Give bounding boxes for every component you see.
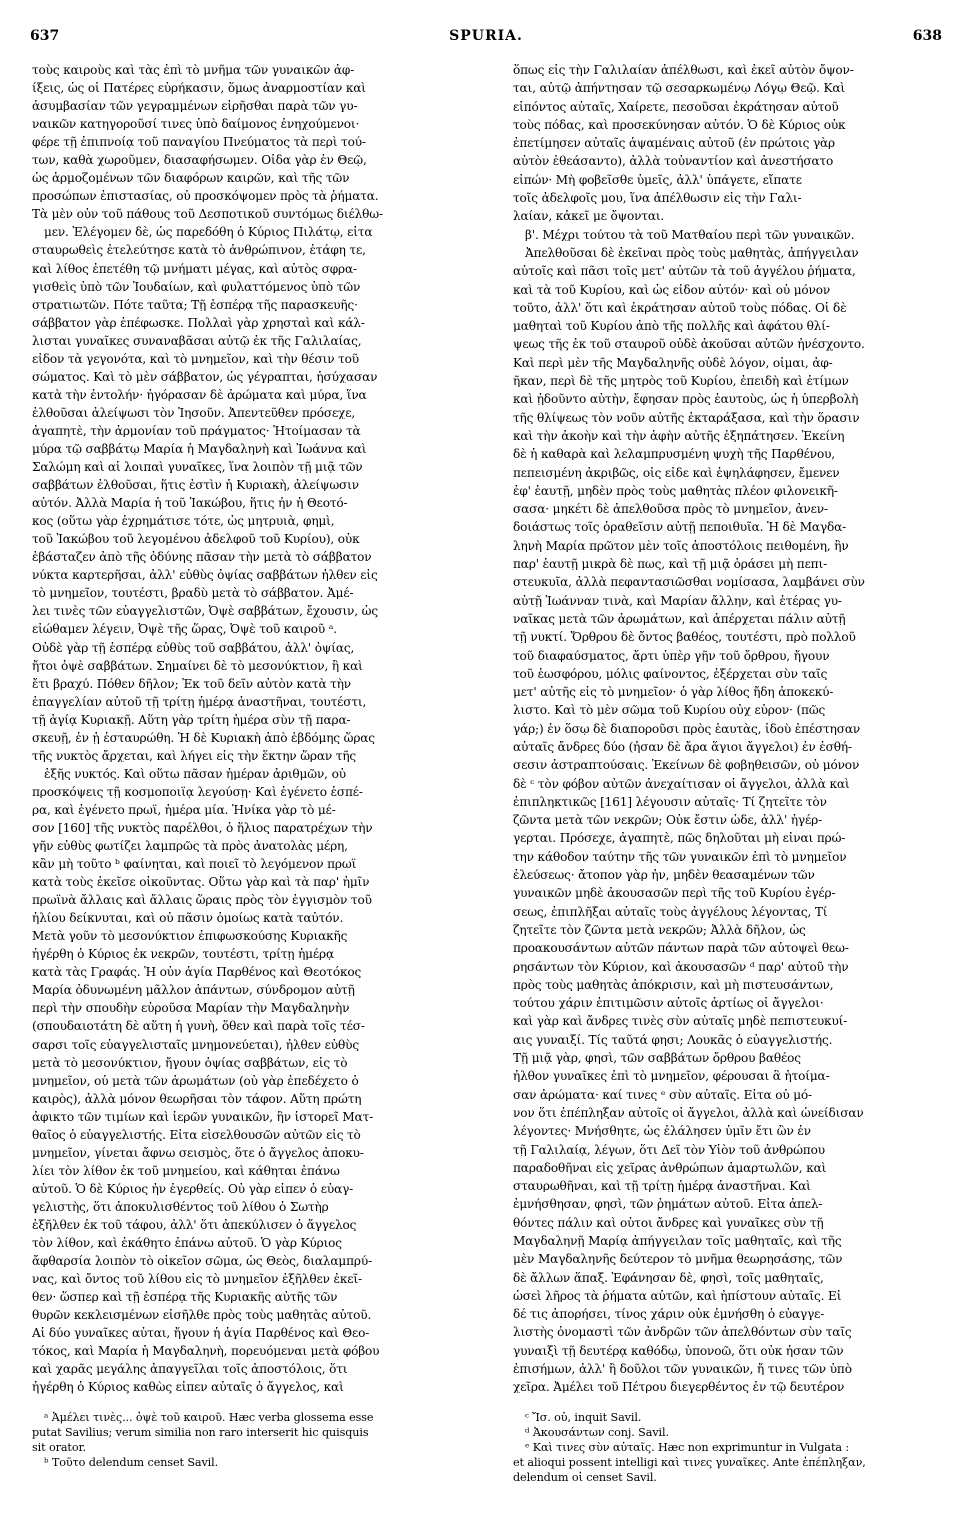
text-line: αὐτὸν ἐθεάσαντο), ἀλλὰ τοὐναντίον καὶ ἀνεστήσατο <box>513 155 834 168</box>
text-line: ἀγαπητὲ, τὴν ἁρμονίαν τοῦ πράγματος· Ἡτοίμασαν τὰ <box>32 424 361 438</box>
text-line: πρωϊνὰ ἄλλαις καὶ ἄλλαις ὥραις πρὸς τὸν ἐγγισμὸν τοῦ <box>32 894 372 907</box>
text-line: σαββάτων ἐλθοῦσαι, ἥτις ἐστὶν ἡ Κυριακὴ, ἀλείψωσιν <box>32 479 359 492</box>
text-line: νύκτα καρτερῆσαι, ἀλλ' εὐθὺς ὀψίας σαββάτων ἦλθεν εἰς <box>32 569 378 582</box>
text-line: μετὰ τὸ μεσονύκτιον, ἤγουν ὀψίας σαββάτων, εἰς τὸ <box>32 1056 348 1069</box>
text-line: ἐλεύσεως· ἄτοπον γὰρ ἦν, μηδὲν θεασαμένων τῶν <box>513 869 815 882</box>
text-line: γισθεὶς ὑπὸ τῶν Ἰουδαίων, καὶ φυλαττόμενος ὑπὸ τῶν <box>32 280 361 293</box>
text-line: ὡς ἁρμοζομένων τῶν διαφόρων καιρῶν, καὶ τῆς τῶν <box>32 172 350 185</box>
text-line: ἐμνήσθησαν, φησὶ, τῶν ῥημάτων αὐτοῦ. Εἶτα ἀπελ- <box>513 1198 823 1211</box>
text-line: πεπεισμένη ἀκριβῶς, οἷς εἶδε καὶ ἐψηλάφησεν, ἔμενεν <box>513 466 840 479</box>
text-line: λει τινὲς τῶν εὐαγγελιστῶν, Ὀψὲ σαββάτων, ἔχουσιν, ὡς <box>32 605 378 618</box>
text-line: θαῖος ὁ εὐαγγελιστής. Εἶτα εἰσελθουσῶν αὐτῶν εἰς τὸ <box>32 1128 361 1141</box>
text-line: τοῦ Ἰακώβου τοῦ λεγομένου ἀδελφοῦ τοῦ Κυρίου), οὐκ <box>32 533 360 546</box>
text-line: εἰπόντος αὐταῖς, Χαίρετε, πεσοῦσαι ἐκράτησαν αὐτοῦ <box>513 100 839 113</box>
text-line: καὶ γὰρ καὶ ἄνδρες τινὲς σὺν αὐταῖς μηδὲ πεπιστευκυί- <box>513 1015 848 1028</box>
text-line: ἀσυμβασίαν τῶν γεγραμμένων εἰρῆσθαι παρὰ τῶν γυ- <box>32 100 358 113</box>
text-line: δοιάστως τοῖς ὁραθεῖσιν αὐτῇ πεποιθυῖα. Ἡ δὲ Μαγδα- <box>513 521 847 534</box>
text-line: ληνὴ Μαρία πρῶτον μὲν τοῖς ἀποστόλοις πειθομένη, ἣν <box>513 539 849 552</box>
text-line: κατὰ τὴν ἐντολήν· ἠγόρασαν δὲ ἀρώματα καὶ μύρα, ἵνα <box>32 388 367 401</box>
text-line: Τὰ μὲν οὖν τοῦ πάθους τοῦ Δεσποτικοῦ συντόμως διέλθω- <box>32 208 383 221</box>
text-line: μνημεῖον, οὐ μετὰ τῶν ἀρωμάτων (οὐ γὰρ ἐπεδέχετο ὁ <box>32 1074 359 1087</box>
text-line: νον ὅτι ἐπέπληξαν αὐτοῖς οἱ ἄγγελοι, ἀλλὰ καὶ ὠνείδισαν <box>513 1106 864 1120</box>
text-line: καὶ λίθος ἐπετέθη τῷ μνήματι μέγας, καὶ αὐτὸς σφρα- <box>32 262 357 275</box>
text-line: ρα, καὶ ἐγένετο πρωΐ, ἡμέρα μία. Ἡνίκα γὰρ τὸ μέ- <box>32 803 336 817</box>
text-line: λιστὴς ὀνομαστὶ τῶν ἀνδρῶν τῶν ἀπελθόντων σὺν ταῖς <box>513 1326 852 1339</box>
text-line: τοὺς καιροὺς καὶ τὰς ἐπὶ τὸ μνῆμα τῶν γυναικῶν ἀφ- <box>32 64 355 77</box>
text-line: ζῶντα μετὰ τῶν νεκρῶν; Οὐκ ἔστιν ὧδε, ἀλλ' ἠγέρ- <box>513 814 823 827</box>
footnote-line: ᵈ Ἀκουσάντων conj. Savil. <box>525 1426 669 1439</box>
text-line: σασα· μηκέτι δὲ ἀπελθοῦσα πρὸς τὸ μνημεῖον, ἀνεν- <box>513 503 828 516</box>
text-line: ἑξῆς νυκτός. Καὶ οὕτω πᾶσαν ἡμέραν ἀριθμῶν, οὐ <box>44 767 346 780</box>
text-line: μαθηταὶ τοῦ Κυρίου ἀπὸ τῆς πολλῆς καὶ ἀφάτου θλί- <box>513 320 830 333</box>
text-line: αὐτόν. Ἀλλὰ Μαρία ἡ τοῦ Ἰακώβου, ἥτις ἦν ἡ Θεοτό- <box>32 497 348 510</box>
text-line: σαρσι τοῖς εὐαγγελισταῖς μνημονεύεται), ἦλθεν εὐθὺς <box>32 1038 359 1051</box>
text-line: σαν ἀρώματα· καί τινες ᵉ σὺν αὐταῖς. Εἶτα οὐ μό- <box>513 1088 812 1101</box>
text-line: την κάθοδον ταύτην τῆς τῶν γυναικῶν ἐπὶ τὸ μνημεῖον <box>513 850 847 863</box>
text-line: στρατιωτῶν. Πότε ταῦτα; Τῇ ἑσπέρᾳ τῆς παρασκευῆς· <box>32 298 358 311</box>
text-line: ρησάντων τὸν Κύριον, καὶ ἀκουσασῶν ᵈ παρ' αὐτοῦ τὴν <box>513 960 849 973</box>
text-line: τὸν λίθον, καὶ ἐκάθητο ἐπάνω αὐτοῦ. Ὁ γὰρ Κύριος <box>32 1237 342 1250</box>
text-line: Ἀπελθοῦσαι δὲ ἐκεῖναι πρὸς τοὺς μαθητὰς, ἀπήγγειλαν <box>525 246 859 260</box>
text-line: μετ' αὐτῆς εἰς τὸ μνημεῖον· ὁ γὰρ λίθος ἤδη ἀποκεκύ- <box>513 686 834 699</box>
text-line: τῆς θλίψεως τὸν νοῦν αὐτῆς ἐκταράξασα, καὶ τὴν ὅρασιν <box>513 411 860 424</box>
footnote-line: sit orator. <box>32 1441 86 1454</box>
right-page-number: 638 <box>912 28 942 44</box>
text-line: αὐταῖς ἄνδρες δύο (ἦσαν δὲ ἄρα ἅγιοι ἄγγελοι) ἐν ἐσθή- <box>513 740 852 754</box>
footnote-line: ᵇ Τοῦτο delendum censet Savil. <box>44 1456 219 1469</box>
text-line: εἰπών· Μὴ φοβεῖσθε ὑμεῖς, ἀλλ' ὑπάγετε, εἴπατε <box>513 173 802 186</box>
text-line: ἠγέρθη ὁ Κύριος ἐκ νεκρῶν, τουτέστι, τρίτῃ ἡμέρᾳ <box>32 948 334 961</box>
text-line: εἶδον τὰ γεγονότα, καὶ τὸ μνημεῖον, καὶ τὴν θέσιν τοῦ <box>32 352 359 365</box>
footnote-line: putat Savilius; verum similia non raro interserit hic quisquis <box>32 1426 369 1439</box>
text-line: στευκυῖα, ἀλλὰ πεφαντασιῶσθαι νομίσασα, λαμβάνει σὺν <box>513 576 865 589</box>
text-line: σεσιν ἀστραπτούσαις. Ἐκείνων δὲ φοβηθεισῶν, οὐ μόνον <box>513 759 860 772</box>
text-line: ῆκαν, περὶ δὲ τῆς μητρὸς τοῦ Κυρίου, ἐπειδὴ καὶ ἐτίμων <box>513 375 849 388</box>
text-line: γερται. Πρόσεχε, ἀγαπητὲ, πῶς δηλοῦται μὴ εἶναι πρώ- <box>513 832 846 845</box>
text-line: θεν· ὥσπερ καὶ τῇ ἑσπέρᾳ τῆς Κυριακῆς αὐτῆς τῶν <box>32 1291 338 1304</box>
text-line: μὲν Μαγδαληνῆς δεύτερον τὸ μνῆμα θεωρησάσης, τῶν <box>513 1253 843 1266</box>
text-line: τοὺς πόδας, καὶ προσεκύνησαν αὐτόν. Ὁ δὲ Κύριος οὐκ <box>513 118 846 131</box>
text-line: τῇ νυκτί. Ὄρθρου δὲ ὄντος βαθέος, τουτέστι, πρὸ πολλοῦ <box>513 631 856 644</box>
text-line: περὶ τὴν σπουδὴν εὑροῦσα Μαρίαν τὴν Μαγδαληνὴν <box>32 1002 350 1015</box>
text-line: δὲ ᶜ τὸν φόβον αὐτῶν ἀνεχαίτισαν οἱ ἄγγελοι, ἀλλὰ καὶ <box>513 777 850 790</box>
text-line: γυναιξὶ τῇ δευτέρᾳ καθόδῳ, ὑπονοῶ, ὅτι οὐκ ἦσαν τῶν <box>513 1344 844 1357</box>
text-line: γελιστὴς, ὅτι ἀποκυλισθέντος τοῦ λίθου ὁ Σωτὴρ <box>32 1200 329 1214</box>
text-line: ψεως τῆς ἐκ τοῦ σταυροῦ οὐδὲ ἀκοῦσαι αὐτῶν ἠνέσχοντο. <box>513 338 865 351</box>
text-line: ἐβάσταζεν ἀπὸ τῆς ὀδύνης πᾶσαν τὴν μετὰ τὸ σάββατον <box>32 551 372 564</box>
text-line: παραδοθῆναι εἰς χεῖρας ἀνθρώπων ἁμαρτωλῶν, καὶ <box>513 1161 827 1174</box>
text-line: τῇ ἁγίᾳ Κυριακῇ. Αὕτη γὰρ τρίτη ἡμέρα σὺν τῇ παρα- <box>32 713 351 726</box>
text-line: ἐπαγγελίαν αὐτοῦ τῇ τρίτῃ ἡμέρᾳ ἀναστῆναι, τουτέστι, <box>32 695 367 708</box>
text-line: λισται γυναῖκες συναναβᾶσαι αὐτῷ ἐκ τῆς Γαλιλαίας, <box>32 334 362 347</box>
text-line: ἤτοι ὀψὲ σαββάτων. Σημαίνει δὲ τὸ μεσονύκτιον, ἢ καὶ <box>32 659 363 672</box>
left-column <box>32 64 464 1394</box>
running-title: SPURIA. <box>449 28 523 44</box>
footnote-line: ᵃ Ἀμέλει τινὲς... ὀψὲ τοῦ καιροῦ. Hæc verba glossema esse <box>44 1411 374 1424</box>
text-line: ζητεῖτε τὸν ζῶντα μετὰ νεκρῶν; Ἀλλὰ δῆλον, ὡς <box>513 923 806 937</box>
text-line: δὲ ἄλλων ἅπαξ. Ἐφάνησαν δὲ, φησὶ, τοῖς μαθηταῖς, <box>513 1271 824 1284</box>
text-line: εἰώθαμεν λέγειν, Ὀψὲ τῆς ὥρας, Ὀψὲ τοῦ καιροῦ ᵃ. <box>32 623 337 636</box>
right-column <box>513 64 945 1394</box>
text-line: σώματος. Καὶ τὸ μὲν σάββατον, ὡς γέγραπται, ἡσύχασαν <box>32 370 378 383</box>
text-line: τὸ μνημεῖον, τουτέστι, βραδὺ μετὰ τὸ σάββατον. Ἀμέ- <box>32 587 354 600</box>
text-line: ται, αὐτῷ ἀπήντησαν τῷ σεσαρκωμένῳ Λόγῳ Θεῷ. Καὶ <box>513 82 845 95</box>
text-line: αις γυναιξί. Τίς ταῦτά φησι; Λουκᾶς ὁ εὐαγγελιστής. <box>513 1033 833 1046</box>
text-line: καιρὸς), ἀλλὰ μόνον θεωρῆσαι τὸν τάφον. Αὕτη πρώτη <box>32 1092 362 1105</box>
text-line: λίει τὸν λίθον ἐκ τοῦ μνημείου, καὶ κάθηται ἐπάνω <box>32 1164 340 1177</box>
text-line: ἦλθον γυναῖκες ἐπὶ τὸ μνημεῖον, φέρουσαι ἃ ἡτοίμα- <box>513 1070 830 1083</box>
text-line: αὐτοῦ. Ὁ δὲ Κύριος ἦν ἐγερθείς. Οὐ γὰρ εἶπεν ὁ εὐαγ- <box>32 1182 354 1195</box>
text-line: νας, καὶ ὄντος τοῦ λίθου εἰς τὸ μνημεῖον ἐξῆλθεν ἐκεῖ- <box>32 1273 362 1286</box>
text-line: καὶ τὴν ἀκοὴν καὶ τὴν ἁφὴν αὐτῆς ἐξηπάτησεν. Ἐκείνη <box>513 429 845 443</box>
text-line: θυρῶν κεκλεισμένων εἰσῆλθε πρὸς τοὺς μαθητὰς αὐτοῦ. <box>32 1309 372 1322</box>
text-line: κἂν μὴ τοῦτο ᵇ φαίνηται, καὶ ποιεῖ τὸ λεγόμενον πρωΐ <box>32 858 357 871</box>
text-line: Καὶ περὶ μὲν τῆς Μαγδαληνῆς οὐδὲ λόγον, οἶμαι, ἀφ- <box>513 356 833 369</box>
text-line: ὅπως εἰς τὴν Γαλιλαίαν ἀπέλθωσι, καὶ ἐκεῖ αὐτὸν ὄψον- <box>513 64 854 77</box>
text-line: ὡσεὶ λῆρος τὰ ῥήματα αὐτῶν, καὶ ἠπίστουν αὐταῖς. Εἰ <box>513 1289 842 1302</box>
text-line: δὲ ἡ καθαρὰ καὶ λελαμπρυσμένη ψυχὴ τῆς Παρθένου, <box>513 448 835 461</box>
text-line: ἡλίου δείκνυται, καὶ οὐ πᾶσιν ὁμοίως κατὰ ταὐτόν. <box>32 912 344 925</box>
footnote-line: ᶜ Ἴσ. οὐ, inquit Savil. <box>525 1411 642 1424</box>
text-line: τοῖς ἀδελφοῖς μου, ἵνα ἀπέλθωσιν εἰς τὴν Γαλι- <box>513 192 802 205</box>
text-line: προσώπων ἐπιστασίας, οὐ προσκόψομεν πρὸς τὰ ῥήματα. <box>32 190 379 203</box>
text-line: ἀφικτο τῶν τιμίων καὶ ἱερῶν γυναικῶν, ἣν ἱστορεῖ Ματ- <box>32 1110 374 1123</box>
text-line: κος (οὕτω γὰρ ἐχρημάτισε τότε, ὡς μητρυιὰ, φημὶ, <box>32 515 335 528</box>
text-line: ναικῶν κατηγοροῦσί τινες ὑπὸ δαίμονος ἐνηχούμενοι· <box>32 118 360 131</box>
text-line: ἄφθαρσία λοιπὸν τὸ οἰκεῖον σῶμα, ὡς Θεὸς, διαλαμπρύ- <box>32 1255 373 1268</box>
text-line: κατὰ τοὺς ἐκεῖσε οἰκοῦντας. Οὕτω γὰρ καὶ τὰ παρ' ἡμῖν <box>32 876 370 889</box>
text-line: καὶ χαρᾶς μεγάλης ἀπαγγεῖλαι τοῖς ἀποστόλοις, ὅτι <box>32 1363 348 1376</box>
text-line: καὶ ᾐδοῦντο αὐτὴν, ἔφησαν πρὸς ἑαυτοὺς, ὡς ἡ ὑπερβολὴ <box>513 393 859 406</box>
text-line: προσκόψεις τῇ κοσμοποιΐᾳ λεγούσῃ· Καὶ ἐγένετο ἑσπέ- <box>32 785 363 798</box>
text-line: φέρε τῇ ἐπιπνοίᾳ τοῦ παναγίου Πνεύματος τὰ περὶ τού- <box>32 136 366 149</box>
left-page-number: 637 <box>30 28 60 44</box>
text-line: τῇ Γαλιλαίᾳ, λέγων, ὅτι Δεῖ τὸν Υἱὸν τοῦ ἀνθρώπου <box>513 1143 825 1156</box>
text-line: κατὰ τὰς Γραφάς. Ἡ οὖν ἁγία Παρθένος καὶ Θεοτόκος <box>32 966 362 979</box>
text-line: λαίαν, κἀκεῖ με ὄψονται. <box>513 210 665 223</box>
text-line: β'. Μέχρι τούτου τὰ τοῦ Ματθαίου περὶ τῶν γυναικῶν. <box>525 228 855 241</box>
text-line: λιστο. Καὶ τὸ μὲν σῶμα τοῦ Κυρίου οὐχ εὗρον· (πῶς <box>513 704 826 717</box>
text-line: ναῖκας μετὰ τῶν ἀρωμάτων, καὶ ἀπέρχεται πάλιν αὐτῇ <box>513 612 846 625</box>
text-line: σον [160] τῆς νυκτὸς παρέλθοι, ὁ ἥλιος παρατρέχων τὴν <box>32 821 373 835</box>
text-line: ίξεις, ὡς οἱ Πατέρες εὑρήκασιν, ὅμως ἀναρμοστίαν καὶ <box>32 82 366 95</box>
text-line: ἐπετίμησεν αὐταῖς ἁψαμέναις αὐτοῦ (ἐν πρώτοις γὰρ <box>513 137 836 150</box>
text-line: ἐλθοῦσαι ἀλείψωσι τὸν Ἰησοῦν. Ἀπεντεῦθεν πρόσεχε, <box>32 406 356 419</box>
text-line: θόντες πάλιν καὶ οὗτοι ἄνδρες καὶ γυναῖκες σὺν τῇ <box>513 1216 824 1229</box>
text-line: Αἱ δύο γυναῖκες αὐται, ἤγουν ἡ ἁγία Παρθένος καὶ Θεο- <box>32 1327 370 1340</box>
text-line: καὶ τὰ τοῦ Κυρίου, καὶ ὡς εἶδον αὐτόν· καὶ οὐ μόνον <box>513 283 831 296</box>
left-footnotes <box>32 1410 464 1470</box>
text-line: ἠγέρθη ὁ Κύριος καθὼς εἶπεν αὐταῖς ὁ ἄγγελος, καὶ <box>32 1381 344 1394</box>
footnote-line: et alioqui possent intelligi καὶ τινες γυναῖκες. Ante ἐπέπληξαν, <box>513 1456 866 1469</box>
text-line: χεῖρα. Ἀμέλει τοῦ Πέτρου διεγερθέντος ἐν τῷ δευτέρον <box>513 1381 845 1394</box>
text-line: σκευῇ, ἐν ᾗ ἐσταυρώθη. Ἡ δὲ Κυριακὴ ἀπὸ ἑβδόμης ὥρας <box>32 731 375 744</box>
text-line: ἐπιπληκτικῶς [161] λέγουσιν αὐταῖς· Τί ζητεῖτε τὸν <box>513 795 827 808</box>
text-line: τούτου χάριν ἐπιτιμῶσιν αὐτοῖς ἀρτίως οἱ ἄγγελοι· <box>513 997 824 1010</box>
text-line: μεν. Ἐλέγομεν δὲ, ὡς παρεδόθη ὁ Κύριος Πιλάτῳ, εἶτα <box>44 226 373 239</box>
text-line: ἐπισήμων, ἀλλ' ἢ δοῦλοι τῶν γυναικῶν, ἤ τινες τῶν ὑπὸ <box>513 1363 852 1376</box>
text-line: τοῦ διαφαύσματος, ἄρτι ὑπὲρ γῆν τοῦ ὄρθρου, ἤγουν <box>513 649 830 662</box>
text-line: γυναικῶν μηδὲ ἀκουσασῶν περὶ τῆς τοῦ Κυρίου ἐγέρ- <box>513 887 836 900</box>
text-line: τῆς νυκτὸς ἄρχεται, καὶ λήγει εἰς τὴν ἕκτην ὥραν τῆς <box>32 749 357 762</box>
text-line: αὐτοῖς καὶ πᾶσι τοῖς μετ' αὐτῶν τὰ τοῦ ἀγγέλου ῥήματα, <box>513 265 856 278</box>
text-line: μνημεῖον, γίνεται ἄφνω σεισμὸς, ὅτε ὁ ἄγγελος ἀποκυ- <box>32 1146 364 1159</box>
text-line: τοῦτο, ἀλλ' ὅτι καὶ ἐκράτησαν αὐτοῦ τοὺς πόδας. Οἱ δὲ <box>513 301 847 314</box>
text-line: τοῦ ἑωσφόρου, μόλις φαίνοντος, ἐξέρχεται σὺν ταῖς <box>513 667 828 680</box>
text-line: ἔτι βραχύ. Πόθεν δῆλον; Ἐκ τοῦ δεῖν αὐτὸν κατὰ τὴν <box>32 677 351 690</box>
text-line: των, καθὰ χωροῦμεν, διασαφήσωμεν. Οἶδα γὰρ ἐν Θεῷ, <box>32 154 367 167</box>
text-line: σταυρωθεὶς ἐτελεύτησε κατὰ τὸ ἀνθρώπινον, ἐτάφη τε, <box>32 244 366 257</box>
footnote-line: delendum οἱ censet Savil. <box>513 1471 657 1484</box>
text-line: λέγοντες· Μνήσθητε, ὡς ἐλάλησεν ὑμῖν ἔτι ὢν ἐν <box>513 1125 811 1138</box>
text-line: παρ' ἑαυτῇ μικρὰ δὲ πως, καὶ τῇ μιᾷ ὁράσει μὴ πεπι- <box>513 558 828 571</box>
text-line: αὐτῇ Ἰωάνναν τινὰ, καὶ Μαρίαν ἄλλην, καὶ ἑτέρας γυ- <box>513 594 842 607</box>
text-line: ἐξῆλθεν ἐκ τοῦ τάφου, ἀλλ' ὅτι ἀπεκύλισεν ὁ ἄγγελος <box>32 1219 357 1232</box>
text-line: σταυρωθῆναι, καὶ τῇ τρίτῃ ἡμέρᾳ ἀναστῆναι. Καὶ <box>513 1180 811 1193</box>
text-line: σεως, ἐπιπλῆξαι αὐταῖς τοὺς ἀγγέλους λέγοντας, Τί <box>513 905 828 918</box>
text-line: σάββατον γὰρ ἐπέφωσκε. Πολλαὶ γὰρ χρησταὶ καὶ κάλ- <box>32 316 365 329</box>
page-header <box>30 28 942 52</box>
text-line: (σπουδαιοτάτη δὲ αὕτη ἡ γυνὴ, ὅθεν καὶ παρὰ τοῖς τέσ- <box>32 1020 365 1033</box>
text-line: τόκος, καὶ Μαρία ἡ Μαγδαληνὴ, πορευόμεναι μετὰ φόβου <box>32 1345 380 1358</box>
text-line: προακουσάντων αὐτῶν πάντων παρὰ τῶν αὐτοψεὶ θεω- <box>513 942 849 955</box>
text-line: πρὸς τοὺς μαθητὰς ἀπόκρισιν, καὶ μὴ πιστευσάντων, <box>513 978 834 991</box>
text-line: Σαλώμη καὶ αἱ λοιπαὶ γυναῖκες, ἵνα λοιπὸν τῇ μιᾷ τῶν <box>32 461 363 474</box>
text-line: μύρα τῷ σαββάτῳ Μαρία ἡ Μαγδαληνὴ καὶ Ἰωάννα καὶ <box>32 442 367 456</box>
text-line: Οὐδὲ γὰρ τῇ ἑσπέρᾳ εὐθὺς τοῦ σαββάτου, ἀλλ' ὀψίας, <box>32 641 355 654</box>
text-line: ἐφ' ἑαυτῇ, μηδὲν πρὸς τοὺς μαθητὰς πλέον φιλονεικῆ- <box>513 484 838 497</box>
right-footnotes <box>513 1410 945 1485</box>
text-line: γάρ;) ἐν ὅσῳ δὲ διαποροῦσι πρὸς ἑαυτὰς, ἰδοὺ ἐπέστησαν <box>513 722 861 735</box>
text-line: Τῇ μιᾷ γὰρ, φησὶ, τῶν σαββάτων ὄρθρου βαθέος <box>513 1052 801 1065</box>
text-line: Μαγδαληνῇ Μαρίᾳ ἀπήγγειλαν τοῖς μαθηταῖς, καὶ τῆς <box>513 1235 842 1248</box>
footnote-line: ᵉ Καὶ τινες σὺν αὐταῖς. Hæc non exprimuntur in Vulgata : <box>525 1441 850 1454</box>
text-line: δέ τις ἀπορήσει, τίνος χάριν οὐκ ἐμνήσθη ὁ εὐαγγε- <box>513 1308 825 1321</box>
text-line: Μαρία ὀδυνωμένη μᾶλλον ἁπάντων, σύνδρομον αὐτῇ <box>32 984 355 997</box>
text-line: Μετὰ γοῦν τὸ μεσονύκτιον ἐπιφωσκούσης Κυριακῆς <box>32 930 348 943</box>
text-line: γῆν εὐθὺς φωτίζει λαμπρῶς τὰ πρὸς ἀνατολὰς μέρη, <box>32 840 348 853</box>
